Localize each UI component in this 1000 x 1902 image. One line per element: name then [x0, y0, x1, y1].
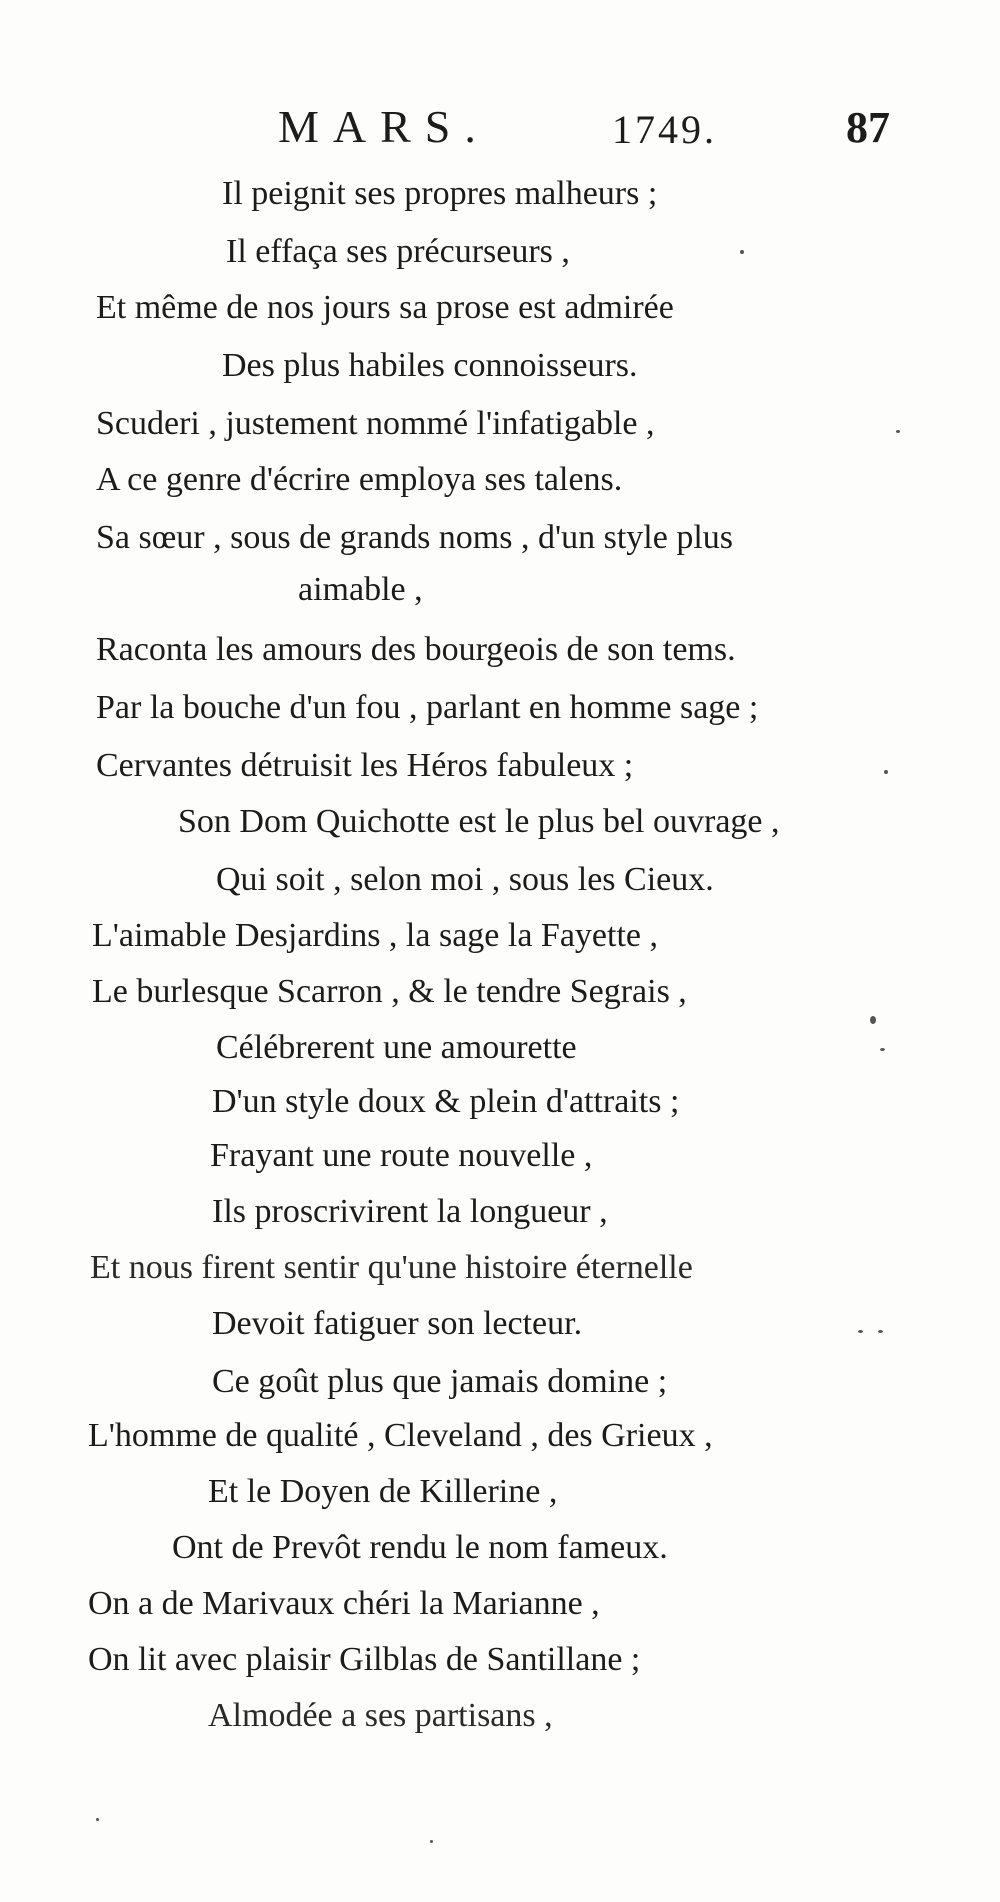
verse-line: Frayant une route nouvelle ,	[210, 1137, 593, 1174]
ink-speck	[880, 1048, 885, 1051]
verse-line: Des plus habiles connoisseurs.	[222, 347, 638, 384]
verse-line: Cervantes détruisit les Héros fabuleux ;	[96, 747, 634, 784]
verse-line: Son Dom Quichotte est le plus bel ouvrage ,	[178, 803, 780, 840]
ink-speck	[884, 770, 888, 774]
verse-line: aimable ,	[298, 571, 423, 608]
ink-speck	[96, 1818, 99, 1821]
verse-line: Le burlesque Scarron , & le tendre Segrais ,	[92, 973, 687, 1010]
verse-line: Et le Doyen de Killerine ,	[208, 1473, 558, 1510]
ink-speck	[878, 1330, 883, 1333]
verse-line: L'aimable Desjardins , la sage la Fayette ,	[92, 917, 658, 954]
verse-line: A ce genre d'écrire employa ses talens.	[96, 461, 623, 498]
verse-line: Devoit fatiguer son lecteur.	[212, 1305, 583, 1342]
ink-speck	[858, 1330, 863, 1333]
header-year: 1749.	[612, 107, 717, 152]
verse-line: Et même de nos jours sa prose est admirée	[96, 289, 674, 326]
verse-line: Il effaça ses précurseurs ,	[226, 233, 570, 270]
verse-line: Célébrerent une amourette	[216, 1029, 577, 1066]
ink-speck	[870, 1016, 876, 1024]
header-month: MARS.	[278, 101, 490, 152]
verse-line: Sa sœur , sous de grands noms , d'un style plus	[96, 519, 734, 556]
verse-line: Ont de Prevôt rendu le nom fameux.	[172, 1529, 668, 1566]
verse-line: Qui soit , selon moi , sous les Cieux.	[216, 861, 714, 898]
ink-speck	[430, 1840, 433, 1843]
verse-line: Ils proscrivirent la longueur ,	[212, 1193, 608, 1230]
verse-line: Il peignit ses propres malheurs ;	[222, 175, 658, 212]
verse-line: On lit avec plaisir Gilblas de Santillane ;	[88, 1641, 641, 1678]
verse-line: On a de Marivaux chéri la Marianne ,	[88, 1585, 600, 1622]
verse-line: D'un style doux & plein d'attraits ;	[212, 1083, 680, 1120]
verse-line: Scuderi , justement nommé l'infatigable ,	[96, 405, 655, 442]
verse-line: Ce goût plus que jamais domine ;	[212, 1363, 668, 1400]
ink-speck	[896, 430, 900, 433]
verse-line: Par la bouche d'un fou , parlant en homme sage ;	[96, 689, 759, 726]
verse-line: L'homme de qualité , Cleveland , des Grieux ,	[88, 1417, 713, 1454]
verse-line: Raconta les amours des bourgeois de son tems.	[96, 631, 736, 668]
verse-line: Et nous firent sentir qu'une histoire éternelle	[90, 1249, 693, 1286]
page-header	[0, 100, 1000, 160]
ink-speck	[740, 250, 744, 254]
page-number: 87	[846, 103, 890, 152]
verse-line: Almodée a ses partisans ,	[208, 1697, 553, 1734]
